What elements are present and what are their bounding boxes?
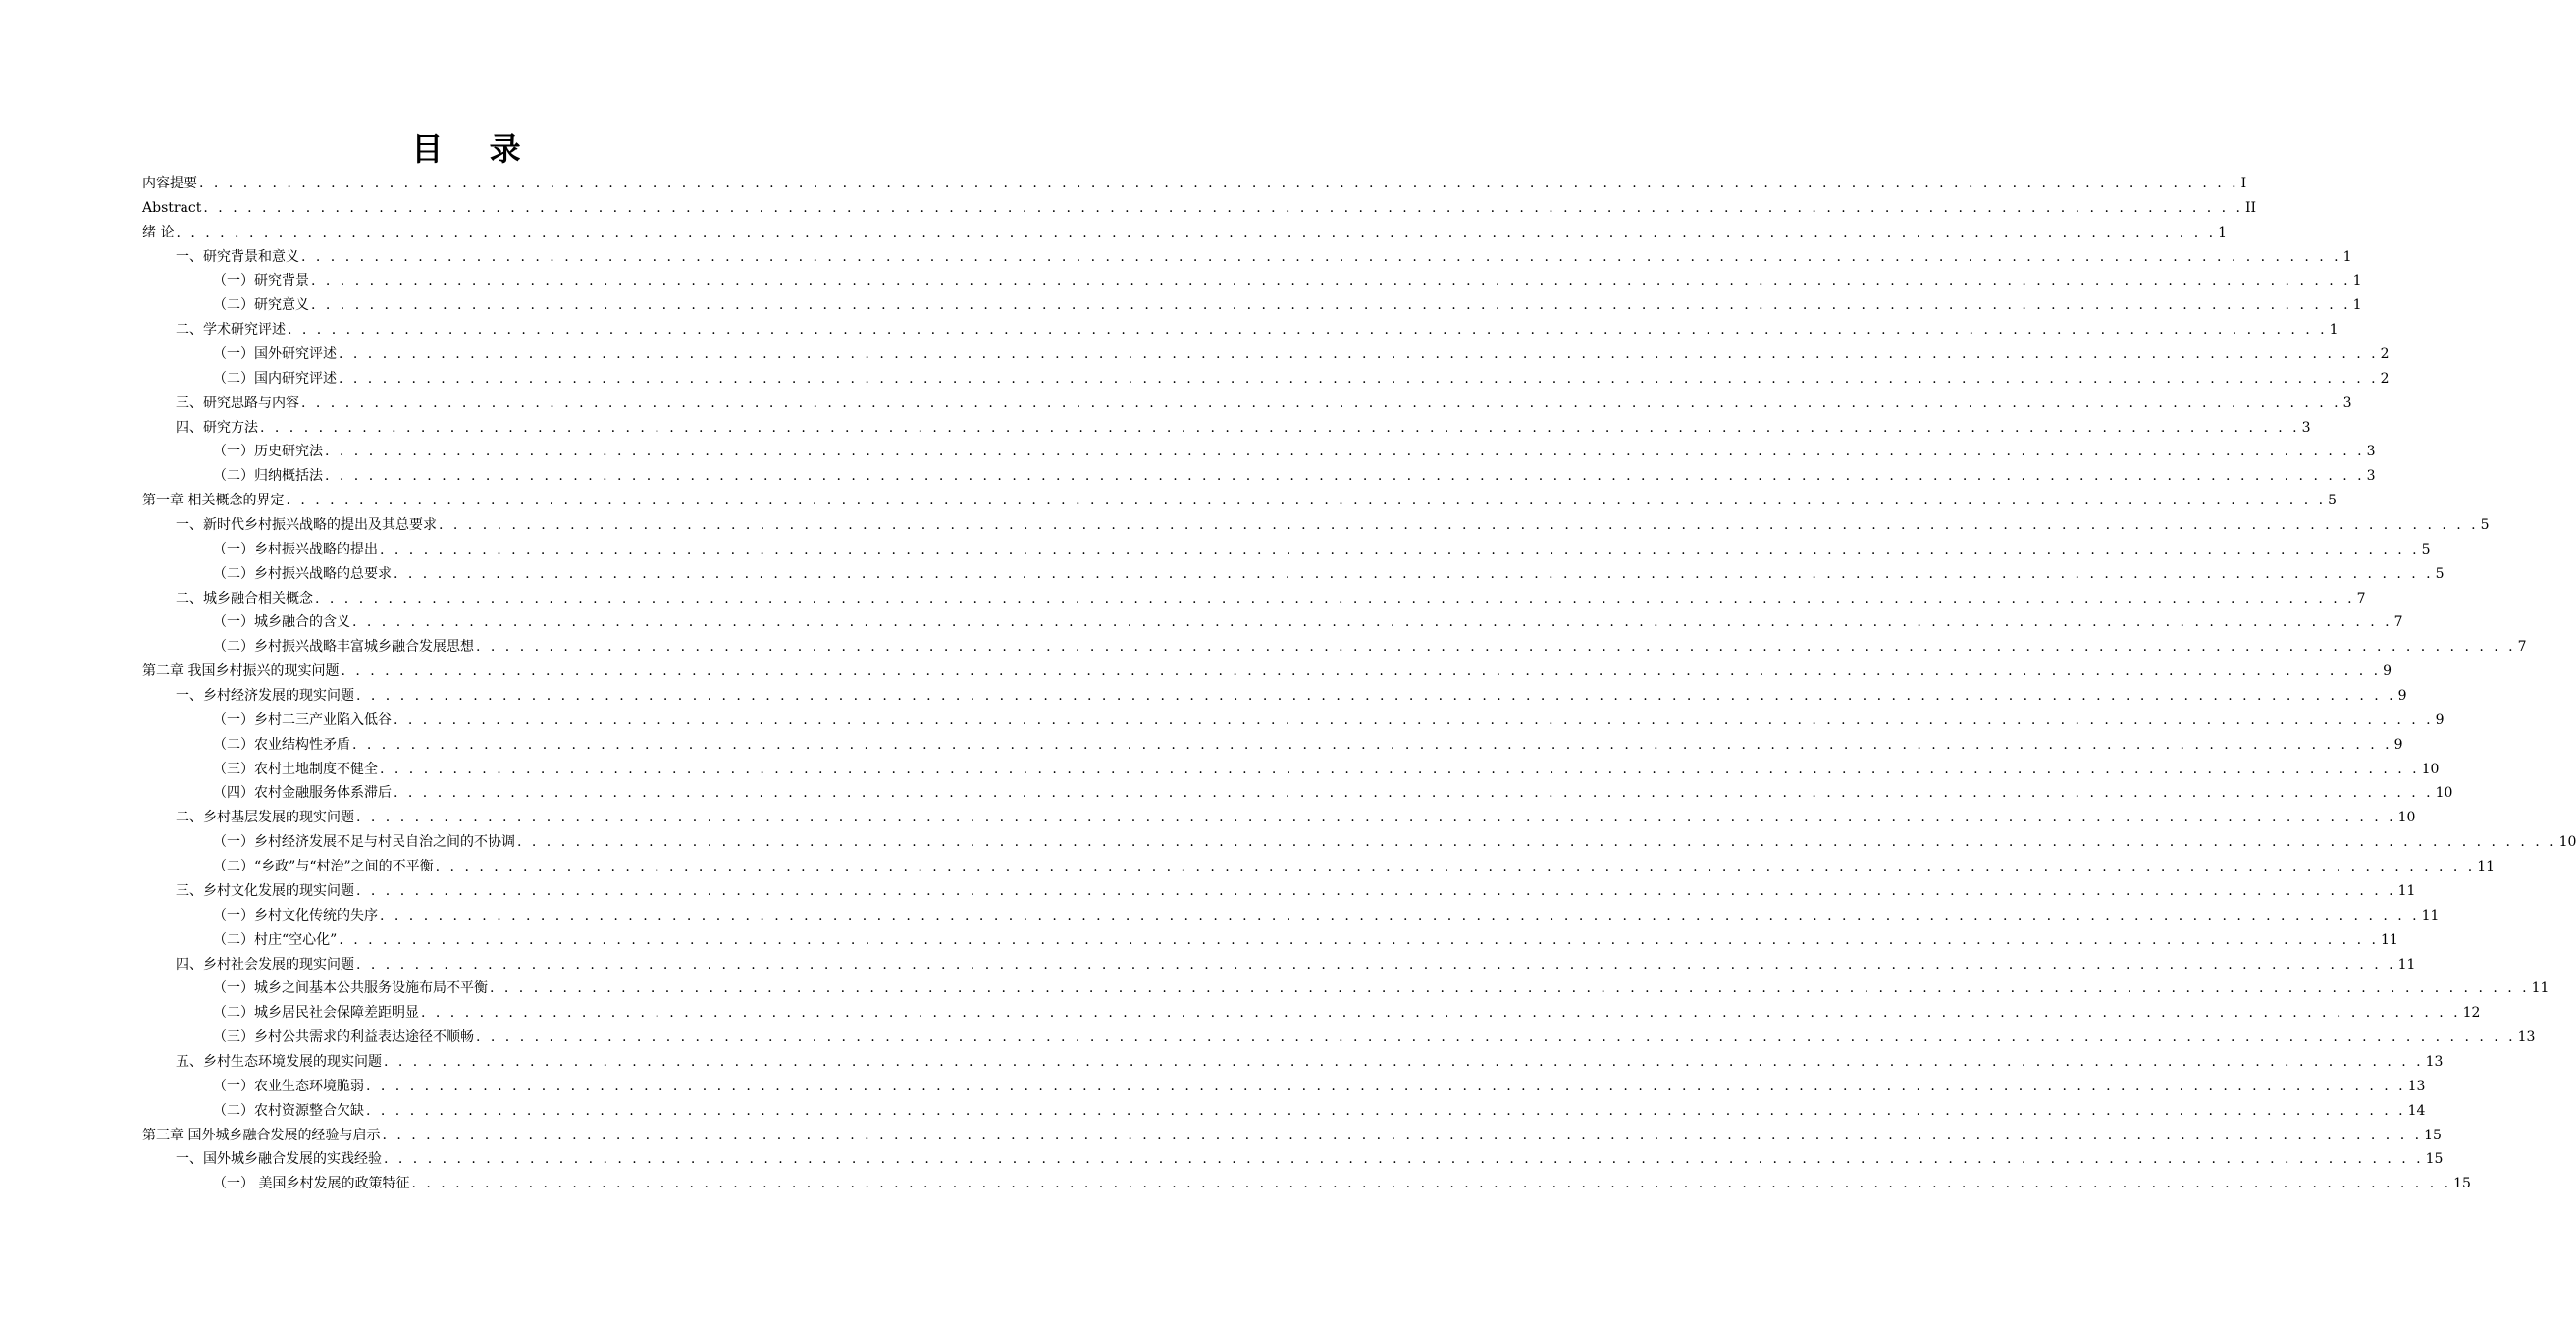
- toc-entry-page-number: 11: [2397, 956, 2416, 973]
- toc-entry-page-number: 13: [2425, 1053, 2444, 1070]
- toc-entry-page-number: 9: [2435, 712, 2445, 728]
- toc-entry-page-number: 5: [2328, 493, 2337, 509]
- toc-entry-page-number: 7: [2393, 614, 2403, 631]
- toc-dot-leader: . . . . . . . . . . . . . . . . . . . . . . . . . . . . . . . . . . . . . . . . . . . . . . . . . . . . . . . . . . . . . . . . . . . . . . . . . . . . . . . . . . . . . . . . . . . . . . . . . . . . . . . . . . . . . . . . . . . . . . . . . . . . . . . . . . . . . . . . . . . .: [339, 370, 2379, 387]
- toc-entry-page-number: 2: [2380, 370, 2390, 387]
- toc-entry-label: （一）乡村文化传统的失序: [213, 907, 378, 923]
- toc-entry-page-number: 15: [2425, 1151, 2444, 1168]
- toc-entry-page-number: 3: [2301, 419, 2311, 436]
- toc-entry-label: （二）乡村振兴战略丰富城乡融合发展思想: [213, 639, 474, 656]
- toc-entry[interactable]: [142, 806, 2416, 830]
- toc-entry[interactable]: [142, 953, 2416, 977]
- toc-entry-label: （一）历史研究法: [213, 444, 323, 460]
- toc-entry[interactable]: [142, 1026, 2536, 1050]
- toc-entry-label: （二）农村资源整合欠缺: [213, 1102, 364, 1119]
- toc-entry[interactable]: [142, 587, 2366, 611]
- toc-entry-page-number: 3: [2366, 468, 2376, 485]
- toc-entry[interactable]: [142, 928, 2398, 953]
- toc-entry[interactable]: [142, 172, 2247, 196]
- toc-entry[interactable]: [142, 343, 2390, 367]
- toc-entry[interactable]: [142, 781, 2453, 806]
- toc-dot-leader: . . . . . . . . . . . . . . . . . . . . . . . . . . . . . . . . . . . . . . . . . . . . . . . . . . . . . . . . . . . . . . . . . . . . . . . . . . . . . . . . . . . . . . . . . . . . . . . . . . . . . . . . . . . . . . . . . . . . . . . . . . . . . . . . . . . . . . . . . . . .: [199, 176, 2239, 191]
- toc-entry-page-number: 1: [2352, 297, 2362, 314]
- toc-entry-page-number: 13: [2407, 1078, 2426, 1094]
- toc-entry-page-number: 1: [2352, 273, 2362, 290]
- toc-entry[interactable]: [142, 660, 2392, 684]
- toc-entry-page-number: 5: [2435, 565, 2445, 582]
- toc-dot-leader: . . . . . . . . . . . . . . . . . . . . . . . . . . . . . . . . . . . . . . . . . . . . . . . . . . . . . . . . . . . . . . . . . . . . . . . . . . . . . . . . . . . . . . . . . . . . . . . . . . . . . . . . . . . . . . . . . . . . . . . . . . . . . . . . . . . . . . . . . . . .: [439, 517, 2479, 534]
- toc-entry-label: （三）农村土地制度不健全: [213, 761, 378, 777]
- toc-entry[interactable]: [142, 709, 2445, 733]
- toc-entry-label: 二、乡村基层发展的现实问题: [176, 810, 354, 826]
- toc-entry[interactable]: [142, 855, 2496, 879]
- toc-entry-label: （一）城乡之间基本公共服务设施布局不平衡: [213, 980, 488, 997]
- toc-entry-label: （二）国内研究评述: [213, 370, 337, 387]
- toc-entry-page-number: 5: [2421, 541, 2431, 557]
- toc-entry[interactable]: [142, 879, 2416, 904]
- toc-entry-page-number: 15: [2424, 1127, 2442, 1143]
- toc-entry-label: （一） 美国乡村发展的政策特征: [213, 1176, 410, 1192]
- toc-entry-label: 一、研究背景和意义: [176, 248, 299, 265]
- toc-entry-label: （四）农村金融服务体系滞后: [213, 785, 392, 802]
- toc-dot-leader: . . . . . . . . . . . . . . . . . . . . . . . . . . . . . . . . . . . . . . . . . . . . . . . . . . . . . . . . . . . . . . . . . . . . . . . . . . . . . . . . . . . . . . . . . . . . . . . . . . . . . . . . . . . . . . . . . . . . . . . . . . . . . . . . . . . . . . . . . . . .: [176, 224, 2217, 240]
- toc-entry[interactable]: [142, 440, 2376, 464]
- toc-entry[interactable]: [142, 1099, 2426, 1124]
- toc-entry[interactable]: [142, 196, 2257, 221]
- toc-entry-page-number: 10: [2435, 785, 2453, 802]
- toc-dot-leader: . . . . . . . . . . . . . . . . . . . . . . . . . . . . . . . . . . . . . . . . . . . . . . . . . . . . . . . . . . . . . . . . . . . . . . . . . . . . . . . . . . . . . . . . . . . . . . . . . . . . . . . . . . . . . . . . . . . . . . . . . . . . . . . . . . . . . . . . . . . .: [366, 1102, 2406, 1119]
- toc-dot-leader: . . . . . . . . . . . . . . . . . . . . . . . . . . . . . . . . . . . . . . . . . . . . . . . . . . . . . . . . . . . . . . . . . . . . . . . . . . . . . . . . . . . . . . . . . . . . . . . . . . . . . . . . . . . . . . . . . . . . . . . . . . . . . . . . . . . . . . . . . . . .: [476, 1029, 2516, 1046]
- toc-dot-leader: . . . . . . . . . . . . . . . . . . . . . . . . . . . . . . . . . . . . . . . . . . . . . . . . . . . . . . . . . . . . . . . . . . . . . . . . . . . . . . . . . . . . . . . . . . . . . . . . . . . . . . . . . . . . . . . . . . . . . . . . . . . . . . . . . . . . . . . . . . . .: [384, 1053, 2424, 1070]
- toc-dot-leader: . . . . . . . . . . . . . . . . . . . . . . . . . . . . . . . . . . . . . . . . . . . . . . . . . . . . . . . . . . . . . . . . . . . . . . . . . . . . . . . . . . . . . . . . . . . . . . . . . . . . . . . . . . . . . . . . . . . . . . . . . . . . . . . . . . . . . . . . . . . .: [311, 273, 2351, 290]
- toc-entry-page-number: 11: [2477, 859, 2496, 875]
- toc-entry-label: 第二章 我国乡村振兴的现实问题: [142, 663, 340, 680]
- toc-entry-page-number: 11: [2421, 907, 2440, 923]
- toc-entry-label: 绪 论: [142, 224, 175, 240]
- toc-entry-label: （二）农业结构性矛盾: [213, 736, 350, 753]
- toc-entry-label: （一）乡村二三产业陷入低谷: [213, 712, 392, 728]
- toc-entry-page-number: 1: [2342, 248, 2352, 265]
- toc-entry-label: （一）国外研究评述: [213, 346, 337, 363]
- toc-entry-label: 四、研究方法: [176, 419, 258, 436]
- toc-entry-label: （一）乡村振兴战略的提出: [213, 541, 378, 557]
- toc-entry-label: 一、乡村经济发展的现实问题: [176, 688, 354, 705]
- toc-dot-leader: . . . . . . . . . . . . . . . . . . . . . . . . . . . . . . . . . . . . . . . . . . . . . . . . . . . . . . . . . . . . . . . . . . . . . . . . . . . . . . . . . . . . . . . . . . . . . . . . . . . . . . . . . . . . . . . . . . . . . . . . . . . . . . . . . . . . . . . . . . . .: [366, 1078, 2406, 1094]
- toc-entry-label: 二、学术研究评述: [176, 322, 286, 339]
- toc-dot-leader: . . . . . . . . . . . . . . . . . . . . . . . . . . . . . . . . . . . . . . . . . . . . . . . . . . . . . . . . . . . . . . . . . . . . . . . . . . . . . . . . . . . . . . . . . . . . . . . . . . . . . . . . . . . . . . . . . . . . . . . . . . . . . . . . . . . . . . . . . . . .: [325, 468, 2365, 485]
- toc-dot-leader: . . . . . . . . . . . . . . . . . . . . . . . . . . . . . . . . . . . . . . . . . . . . . . . . . . . . . . . . . . . . . . . . . . . . . . . . . . . . . . . . . . . . . . . . . . . . . . . . . . . . . . . . . . . . . . . . . . . . . . . . . . . . . . . . . . . . . . . . . . . .: [288, 322, 2328, 339]
- toc-dot-leader: . . . . . . . . . . . . . . . . . . . . . . . . . . . . . . . . . . . . . . . . . . . . . . . . . . . . . . . . . . . . . . . . . . . . . . . . . . . . . . . . . . . . . . . . . . . . . . . . . . . . . . . . . . . . . . . . . . . . . . . . . . . . . . . . . . . . . . . . . . . .: [341, 663, 2382, 680]
- toc-dot-leader: . . . . . . . . . . . . . . . . . . . . . . . . . . . . . . . . . . . . . . . . . . . . . . . . . . . . . . . . . . . . . . . . . . . . . . . . . . . . . . . . . . . . . . . . . . . . . . . . . . . . . . . . . . . . . . . . . . . . . . . . . . . . . . . . . . . . . . . . . . . .: [380, 907, 2420, 923]
- toc-dot-leader: . . . . . . . . . . . . . . . . . . . . . . . . . . . . . . . . . . . . . . . . . . . . . . . . . . . . . . . . . . . . . . . . . . . . . . . . . . . . . . . . . . . . . . . . . . . . . . . . . . . . . . . . . . . . . . . . . . . . . . . . . . . . . . . . . . . . . . . . . . . .: [203, 199, 2243, 216]
- toc-entry-label: 三、乡村文化发展的现实问题: [176, 882, 354, 899]
- toc-entry-page-number: 12: [2462, 1005, 2481, 1022]
- toc-entry-label: （一）农业生态环境脆弱: [213, 1078, 364, 1094]
- toc-entry[interactable]: [142, 733, 2403, 758]
- toc-dot-leader: . . . . . . . . . . . . . . . . . . . . . . . . . . . . . . . . . . . . . . . . . . . . . . . . . . . . . . . . . . . . . . . . . . . . . . . . . . . . . . . . . . . . . . . . . . . . . . . . . . . . . . . . . . . . . . . . . . . . . . . . . . . . . . . . . . . . . . . . . . . .: [311, 297, 2351, 314]
- toc-dot-leader: . . . . . . . . . . . . . . . . . . . . . . . . . . . . . . . . . . . . . . . . . . . . . . . . . . . . . . . . . . . . . . . . . . . . . . . . . . . . . . . . . . . . . . . . . . . . . . . . . . . . . . . . . . . . . . . . . . . . . . . . . . . . . . . . . . . . . . . . . . . .: [301, 395, 2341, 411]
- toc-entry-page-number: 2: [2380, 346, 2390, 363]
- toc-dot-leader: . . . . . . . . . . . . . . . . . . . . . . . . . . . . . . . . . . . . . . . . . . . . . . . . . . . . . . . . . . . . . . . . . . . . . . . . . . . . . . . . . . . . . . . . . . . . . . . . . . . . . . . . . . . . . . . . . . . . . . . . . . . . . . . . . . . . . . . . . . . .: [356, 882, 2396, 899]
- toc-entry-label: 第三章 国外城乡融合发展的经验与启示: [142, 1127, 381, 1143]
- toc-dot-leader: . . . . . . . . . . . . . . . . . . . . . . . . . . . . . . . . . . . . . . . . . . . . . . . . . . . . . . . . . . . . . . . . . . . . . . . . . . . . . . . . . . . . . . . . . . . . . . . . . . . . . . . . . . . . . . . . . . . . . . . . . . . . . . . . . . . . . . . . . . . .: [435, 859, 2476, 875]
- toc-entry-page-number: 5: [2480, 517, 2490, 534]
- toc-entry-page-number: 3: [2342, 395, 2352, 411]
- toc-entry-label: 四、乡村社会发展的现实问题: [176, 956, 354, 973]
- toc-dot-leader: . . . . . . . . . . . . . . . . . . . . . . . . . . . . . . . . . . . . . . . . . . . . . . . . . . . . . . . . . . . . . . . . . . . . . . . . . . . . . . . . . . . . . . . . . . . . . . . . . . . . . . . . . . . . . . . . . . . . . . . . . . . . . . . . . . . . . . . . . . . .: [394, 565, 2434, 582]
- toc-dot-leader: . . . . . . . . . . . . . . . . . . . . . . . . . . . . . . . . . . . . . . . . . . . . . . . . . . . . . . . . . . . . . . . . . . . . . . . . . . . . . . . . . . . . . . . . . . . . . . . . . . . . . . . . . . . . . . . . . . . . . . . . . . . . . . . . . . . . . . . . . . . .: [411, 1176, 2452, 1192]
- toc-entry-label: （一）乡村经济发展不足与村民自治之间的不协调: [213, 834, 515, 851]
- toc-entry-page-number: 9: [2383, 663, 2392, 680]
- toc-entry-label: （一）城乡融合的含义: [213, 614, 350, 631]
- toc-entry-label: （二）研究意义: [213, 297, 309, 314]
- toc-entry-label: 一、新时代乡村振兴战略的提出及其总要求: [176, 517, 437, 534]
- toc-entry[interactable]: [142, 976, 2550, 1001]
- toc-entry-label: （三）乡村公共需求的利益表达途径不顺畅: [213, 1029, 474, 1046]
- toc-entry-page-number: 13: [2517, 1029, 2536, 1046]
- toc-dot-leader: . . . . . . . . . . . . . . . . . . . . . . . . . . . . . . . . . . . . . . . . . . . . . . . . . . . . . . . . . . . . . . . . . . . . . . . . . . . . . . . . . . . . . . . . . . . . . . . . . . . . . . . . . . . . . . . . . . . . . . . . . . . . . . . . . . . . . . . . . . . .: [339, 931, 2379, 948]
- toc-dot-leader: . . . . . . . . . . . . . . . . . . . . . . . . . . . . . . . . . . . . . . . . . . . . . . . . . . . . . . . . . . . . . . . . . . . . . . . . . . . . . . . . . . . . . . . . . . . . . . . . . . . . . . . . . . . . . . . . . . . . . . . . . . . . . . . . . . . . . . . . . . . .: [394, 785, 2434, 802]
- toc-entry[interactable]: [142, 392, 2352, 416]
- toc-entry-label: （二）归纳概括法: [213, 468, 323, 485]
- toc-entry[interactable]: [142, 1172, 2471, 1196]
- toc-list: [142, 172, 2576, 1196]
- toc-entry-page-number: 9: [2393, 736, 2403, 753]
- toc-entry-page-number: 10: [2421, 761, 2440, 777]
- toc-dot-leader: . . . . . . . . . . . . . . . . . . . . . . . . . . . . . . . . . . . . . . . . . . . . . . . . . . . . . . . . . . . . . . . . . . . . . . . . . . . . . . . . . . . . . . . . . . . . . . . . . . . . . . . . . . . . . . . . . . . . . . . . . . . . . . . . . . . . . . . . . . . .: [339, 346, 2379, 363]
- toc-title: 目 录: [411, 131, 539, 168]
- toc-entry-label: 一、国外城乡融合发展的实践经验: [176, 1151, 382, 1168]
- toc-entry[interactable]: [142, 830, 2576, 855]
- toc-entry-page-number: 10: [2397, 810, 2416, 826]
- toc-entry-page-number: 7: [2356, 590, 2366, 607]
- toc-entry[interactable]: [142, 1147, 2444, 1172]
- toc-entry-page-number: 7: [2517, 639, 2527, 656]
- toc-entry[interactable]: [142, 318, 2339, 343]
- toc-dot-leader: . . . . . . . . . . . . . . . . . . . . . . . . . . . . . . . . . . . . . . . . . . . . . . . . . . . . . . . . . . . . . . . . . . . . . . . . . . . . . . . . . . . . . . . . . . . . . . . . . . . . . . . . . . . . . . . . . . . . . . . . . . . . . . . . . . . . . . . . . . . .: [356, 810, 2396, 826]
- toc-dot-leader: . . . . . . . . . . . . . . . . . . . . . . . . . . . . . . . . . . . . . . . . . . . . . . . . . . . . . . . . . . . . . . . . . . . . . . . . . . . . . . . . . . . . . . . . . . . . . . . . . . . . . . . . . . . . . . . . . . . . . . . . . . . . . . . . . . . . . . . . . . . .: [356, 956, 2396, 973]
- toc-entry[interactable]: [142, 416, 2311, 441]
- toc-entry-page-number: 9: [2397, 688, 2407, 705]
- toc-entry-page-number: 11: [2531, 980, 2550, 997]
- toc-entry-page-number: 11: [2397, 882, 2416, 899]
- toc-entry[interactable]: [142, 1075, 2426, 1099]
- toc-entry[interactable]: [142, 1050, 2444, 1075]
- toc-entry-page-number: 14: [2407, 1102, 2426, 1119]
- toc-entry-page-number: 15: [2453, 1176, 2471, 1192]
- toc-entry-page-number: 11: [2380, 931, 2398, 948]
- toc-dot-leader: . . . . . . . . . . . . . . . . . . . . . . . . . . . . . . . . . . . . . . . . . . . . . . . . . . . . . . . . . . . . . . . . . . . . . . . . . . . . . . . . . . . . . . . . . . . . . . . . . . . . . . . . . . . . . . . . . . . . . . . . . . . . . . . . . . . . . . . . . . . .: [315, 590, 2355, 607]
- toc-entry[interactable]: [142, 513, 2490, 538]
- toc-dot-leader: . . . . . . . . . . . . . . . . . . . . . . . . . . . . . . . . . . . . . . . . . . . . . . . . . . . . . . . . . . . . . . . . . . . . . . . . . . . . . . . . . . . . . . . . . . . . . . . . . . . . . . . . . . . . . . . . . . . . . . . . . . . . . . . . . . . . . . . . . . . .: [490, 980, 2530, 997]
- toc-dot-leader: . . . . . . . . . . . . . . . . . . . . . . . . . . . . . . . . . . . . . . . . . . . . . . . . . . . . . . . . . . . . . . . . . . . . . . . . . . . . . . . . . . . . . . . . . . . . . . . . . . . . . . . . . . . . . . . . . . . . . . . . . . . . . . . . . . . . . . . . . . . .: [260, 419, 2300, 436]
- toc-entry-label: （二）村庄“空心化”: [213, 931, 338, 948]
- toc-entry-page-number: II: [2245, 199, 2257, 216]
- toc-entry-page-number: 3: [2366, 444, 2376, 460]
- toc-dot-leader: . . . . . . . . . . . . . . . . . . . . . . . . . . . . . . . . . . . . . . . . . . . . . . . . . . . . . . . . . . . . . . . . . . . . . . . . . . . . . . . . . . . . . . . . . . . . . . . . . . . . . . . . . . . . . . . . . . . . . . . . . . . . . . . . . . . . . . . . . . . .: [352, 736, 2392, 753]
- toc-entry-label: 三、研究思路与内容: [176, 395, 299, 411]
- toc-entry[interactable]: [142, 489, 2337, 513]
- toc-entry-label: （二）“乡政”与“村治”之间的不平衡: [213, 859, 434, 875]
- toc-entry-label: （二）城乡居民社会保障差距明显: [213, 1005, 419, 1022]
- toc-entry-label: （二）乡村振兴战略的总要求: [213, 565, 392, 582]
- toc-entry[interactable]: [142, 538, 2431, 562]
- toc-entry-page-number: 10: [2558, 834, 2576, 851]
- toc-entry-page-number: 1: [2218, 224, 2227, 240]
- toc-entry[interactable]: [142, 221, 2227, 245]
- toc-entry-label: （一）研究背景: [213, 273, 309, 290]
- toc-dot-leader: . . . . . . . . . . . . . . . . . . . . . . . . . . . . . . . . . . . . . . . . . . . . . . . . . . . . . . . . . . . . . . . . . . . . . . . . . . . . . . . . . . . . . . . . . . . . . . . . . . . . . . . . . . . . . . . . . . . . . . . . . . . . . . . . . . . . . . . . . . . .: [517, 834, 2557, 851]
- toc-dot-leader: . . . . . . . . . . . . . . . . . . . . . . . . . . . . . . . . . . . . . . . . . . . . . . . . . . . . . . . . . . . . . . . . . . . . . . . . . . . . . . . . . . . . . . . . . . . . . . . . . . . . . . . . . . . . . . . . . . . . . . . . . . . . . . . . . . . . . . . . . . . .: [325, 444, 2365, 460]
- toc-entry[interactable]: [142, 245, 2352, 270]
- toc-entry-label: 内容提要: [142, 176, 197, 191]
- toc-entry[interactable]: [142, 904, 2440, 928]
- toc-dot-leader: . . . . . . . . . . . . . . . . . . . . . . . . . . . . . . . . . . . . . . . . . . . . . . . . . . . . . . . . . . . . . . . . . . . . . . . . . . . . . . . . . . . . . . . . . . . . . . . . . . . . . . . . . . . . . . . . . . . . . . . . . . . . . . . . . . . . . . . . . . . .: [421, 1005, 2461, 1022]
- toc-entry[interactable]: [142, 758, 2440, 782]
- toc-dot-leader: . . . . . . . . . . . . . . . . . . . . . . . . . . . . . . . . . . . . . . . . . . . . . . . . . . . . . . . . . . . . . . . . . . . . . . . . . . . . . . . . . . . . . . . . . . . . . . . . . . . . . . . . . . . . . . . . . . . . . . . . . . . . . . . . . . . . . . . . . . . .: [352, 614, 2392, 631]
- toc-entry-label: Abstract: [142, 199, 202, 216]
- toc-dot-leader: . . . . . . . . . . . . . . . . . . . . . . . . . . . . . . . . . . . . . . . . . . . . . . . . . . . . . . . . . . . . . . . . . . . . . . . . . . . . . . . . . . . . . . . . . . . . . . . . . . . . . . . . . . . . . . . . . . . . . . . . . . . . . . . . . . . . . . . . . . . .: [286, 493, 2327, 509]
- toc-entry[interactable]: [142, 684, 2407, 709]
- toc-entry-page-number: 1: [2329, 322, 2339, 339]
- toc-dot-leader: . . . . . . . . . . . . . . . . . . . . . . . . . . . . . . . . . . . . . . . . . . . . . . . . . . . . . . . . . . . . . . . . . . . . . . . . . . . . . . . . . . . . . . . . . . . . . . . . . . . . . . . . . . . . . . . . . . . . . . . . . . . . . . . . . . . . . . . . . . . .: [380, 761, 2420, 777]
- toc-dot-leader: . . . . . . . . . . . . . . . . . . . . . . . . . . . . . . . . . . . . . . . . . . . . . . . . . . . . . . . . . . . . . . . . . . . . . . . . . . . . . . . . . . . . . . . . . . . . . . . . . . . . . . . . . . . . . . . . . . . . . . . . . . . . . . . . . . . . . . . . . . . .: [380, 541, 2420, 557]
- toc-entry[interactable]: [142, 464, 2376, 489]
- toc-dot-leader: . . . . . . . . . . . . . . . . . . . . . . . . . . . . . . . . . . . . . . . . . . . . . . . . . . . . . . . . . . . . . . . . . . . . . . . . . . . . . . . . . . . . . . . . . . . . . . . . . . . . . . . . . . . . . . . . . . . . . . . . . . . . . . . . . . . . . . . . . . . .: [476, 639, 2516, 656]
- toc-entry-label: 第一章 相关概念的界定: [142, 493, 285, 509]
- toc-entry[interactable]: [142, 269, 2362, 293]
- toc-entry[interactable]: [142, 562, 2445, 587]
- toc-entry-page-number: I: [2240, 176, 2247, 191]
- toc-entry-label: 二、城乡融合相关概念: [176, 590, 313, 607]
- toc-entry[interactable]: [142, 635, 2527, 660]
- toc-dot-leader: . . . . . . . . . . . . . . . . . . . . . . . . . . . . . . . . . . . . . . . . . . . . . . . . . . . . . . . . . . . . . . . . . . . . . . . . . . . . . . . . . . . . . . . . . . . . . . . . . . . . . . . . . . . . . . . . . . . . . . . . . . . . . . . . . . . . . . . . . . . .: [301, 248, 2341, 265]
- toc-entry-label: 五、乡村生态环境发展的现实问题: [176, 1053, 382, 1070]
- toc-dot-leader: . . . . . . . . . . . . . . . . . . . . . . . . . . . . . . . . . . . . . . . . . . . . . . . . . . . . . . . . . . . . . . . . . . . . . . . . . . . . . . . . . . . . . . . . . . . . . . . . . . . . . . . . . . . . . . . . . . . . . . . . . . . . . . . . . . . . . . . . . . . .: [356, 688, 2396, 705]
- toc-dot-leader: . . . . . . . . . . . . . . . . . . . . . . . . . . . . . . . . . . . . . . . . . . . . . . . . . . . . . . . . . . . . . . . . . . . . . . . . . . . . . . . . . . . . . . . . . . . . . . . . . . . . . . . . . . . . . . . . . . . . . . . . . . . . . . . . . . . . . . . . . . . .: [394, 712, 2434, 728]
- toc-entry[interactable]: [142, 610, 2403, 635]
- toc-entry[interactable]: [142, 1001, 2481, 1026]
- toc-dot-leader: . . . . . . . . . . . . . . . . . . . . . . . . . . . . . . . . . . . . . . . . . . . . . . . . . . . . . . . . . . . . . . . . . . . . . . . . . . . . . . . . . . . . . . . . . . . . . . . . . . . . . . . . . . . . . . . . . . . . . . . . . . . . . . . . . . . . . . . . . . . .: [382, 1127, 2423, 1143]
- toc-entry[interactable]: [142, 1124, 2442, 1148]
- toc-dot-leader: . . . . . . . . . . . . . . . . . . . . . . . . . . . . . . . . . . . . . . . . . . . . . . . . . . . . . . . . . . . . . . . . . . . . . . . . . . . . . . . . . . . . . . . . . . . . . . . . . . . . . . . . . . . . . . . . . . . . . . . . . . . . . . . . . . . . . . . . . . . .: [384, 1151, 2424, 1168]
- toc-entry[interactable]: [142, 293, 2362, 318]
- toc-entry[interactable]: [142, 367, 2390, 392]
